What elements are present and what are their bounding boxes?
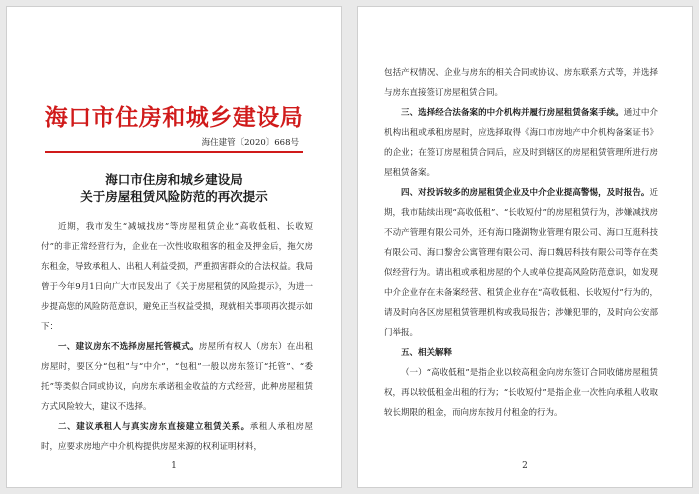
section-3-text: 通过中介机构出租或承租房屋时，应选择取得《海口市房地产中介机构备案证书》的企业；在签订房屋租赁合同后，应及时到辖区的房屋租赁管理所进行房屋租赁备案。: [384, 108, 658, 178]
section-5-heading: 五、相关解释: [401, 348, 453, 358]
continued-paragraph: 包括产权情况、企业与房东的相关合同或协议、房东联系方式等，并选择与房东直接签订房屋租赁合同。: [384, 68, 658, 98]
document-title-line-2: 关于房屋租赁风险防范的再次提示: [80, 189, 268, 204]
section-3-paragraph: [384, 103, 658, 183]
section-4-heading: 四、对投诉较多的房屋租赁企业及中介企业提高警惕，及时报告。: [401, 188, 650, 198]
section-1-paragraph: [41, 337, 313, 417]
section-5-text: （一）“高收低租”是指企业以较高租金向房东签订合同收储房屋租赁权，再以较低租金出租的行为；“长收短付”是指企业一次性向承租人收取较长期限的租金，而向房东按月付租金的行为。: [384, 368, 658, 418]
document-title-line-1: 海口市住房和城乡建设局: [105, 172, 243, 187]
page-2-body: [384, 63, 658, 423]
page-number: 2: [522, 461, 528, 471]
section-4-text: 近期，我市陆续出现“高收低租”、“长收短付”的房屋租赁行为，涉嫌减找房不动产管理有限公司外，还有海口隆湖物业管理有限公司、海口互逛科技有限公司、海口黎舍公寓管理有限公司、海口魏居科技有限公司等存在类似经营行为。请出租或承租房屋的个人或单位提高风险防范意识，如发现中介企业存在未备案经营、租赁企业存在“高收低租、长收短付”行为的，请及时向各区房屋租赁管理机构或我局报告；涉嫌犯罪的，及时向公安部门举报。: [384, 188, 658, 338]
section-2-heading: 二、建议承租人与真实房东直接建立租赁关系。: [58, 422, 250, 432]
document-page-1: [6, 6, 342, 488]
header-divider: [45, 151, 303, 153]
page-1-body: [41, 217, 313, 457]
section-3-heading: 三、选择经合法备案的中介机构并履行房屋租赁备案手续。: [401, 108, 624, 118]
section-1-text: 房屋所有权人（房东）在出租房屋时，要区分“包租”与“中介”，“包租”一般以房东签订“托管”、“委托”等类似合同或协议，向房东承诺租金收益的方式经营，此种房屋租赁方式风险较大，建议不选择。: [41, 342, 313, 412]
intro-paragraph: 近期，我市发生“减城找房”等房屋租赁企业“高收低租、长收短付”的非正常经营行为，企业在一次性收取租客的租金及押金后，拖欠房东租金，导致承租人、出租人利益受损，严重损害群众的合法权益。我局曾于今年9月1日向广大市民发出了《关于房屋租赁的风险提示》，为进一步提高您的风险防范意识，避免正当权益受损，现就相关事项再次提示如下：: [41, 222, 314, 332]
section-1-heading: 一、建议房东不选择房屋托管模式。: [58, 342, 199, 352]
section-2-text: 承租人承租房屋时，应要求房地产中介机构提供房屋来源的权利证明材料，: [41, 422, 313, 452]
document-number: 海住建管〔2020〕668号: [201, 138, 299, 148]
agency-header-title: 海口市住房和城乡建设局: [44, 105, 304, 131]
section-4-paragraph: [384, 183, 658, 343]
section-2-paragraph: [41, 417, 313, 457]
document-page-2: [357, 6, 693, 488]
page-number: 1: [171, 461, 177, 471]
